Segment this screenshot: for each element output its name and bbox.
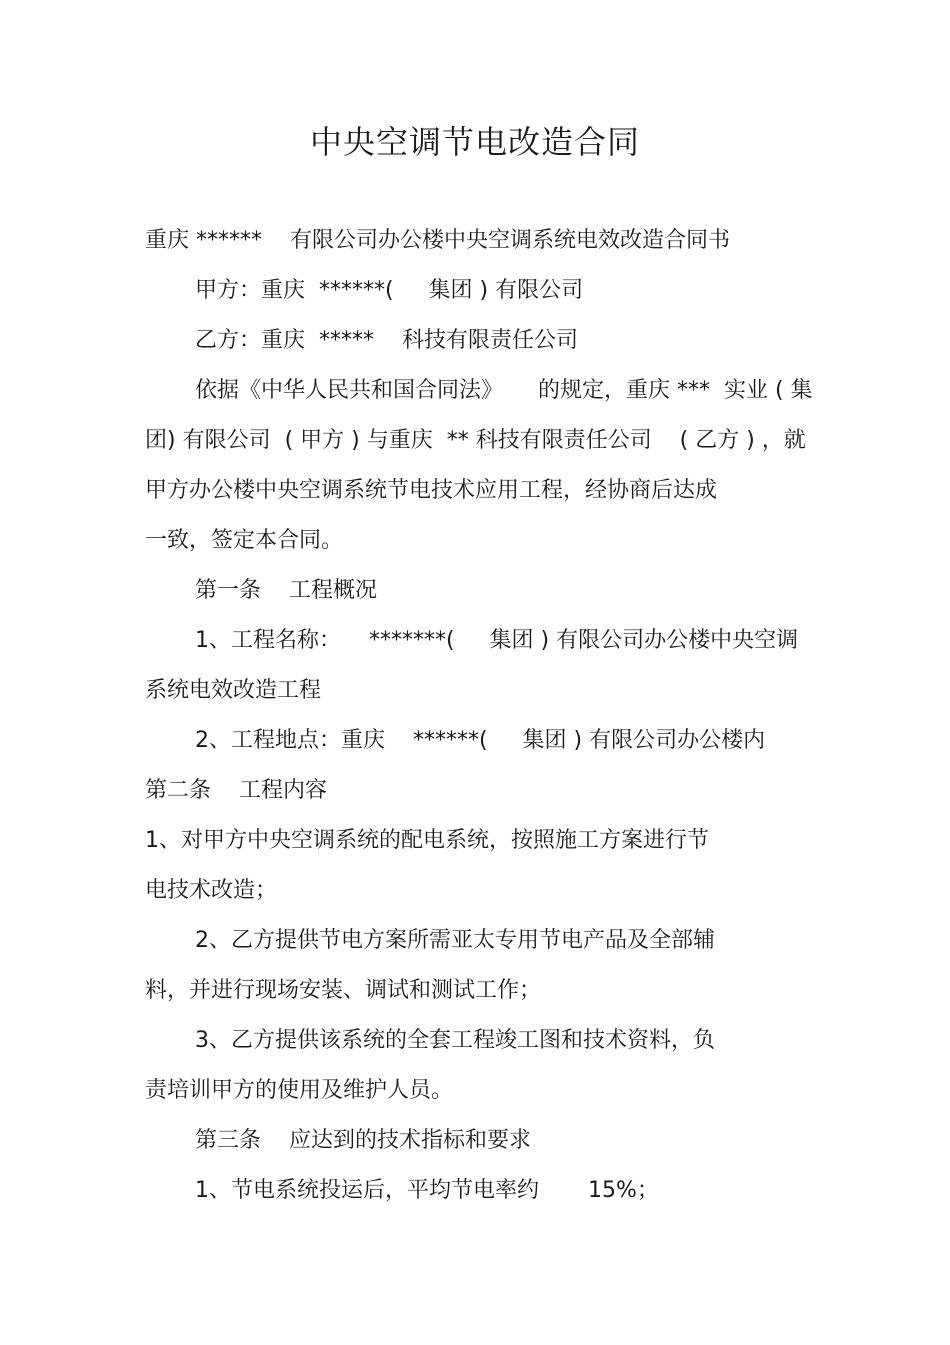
article-2-item-1-line-2: 电技术改造； — [145, 878, 278, 903]
article-1-item-1-line-2: 系统电效改造工程 — [145, 678, 322, 703]
article-3-item-1: 1、节电系统投运后，平均节电率约 15%； — [195, 1178, 659, 1203]
article-2-item-3-line-1: 3、乙方提供该系统的全套工程竣工图和技术资料，负 — [195, 1028, 715, 1053]
preamble-line-4: 一致，签定本合同。 — [145, 528, 344, 553]
preamble-line-1: 依据《中华人民共和国合同法》 的规定，重庆 *** 实业 ( 集 — [195, 378, 813, 403]
article-1-item-2: 2、工程地点：重庆 ******( 集团 ) 有限公司办公楼内 — [195, 728, 766, 753]
preamble-line-2: 团) 有限公司 ( 甲方 ) 与重庆 ** 科技有限责任公司 ( 乙方 ) ，就 — [145, 428, 806, 453]
article-1-item-1-line-1: 1、工程名称： *******( 集团 ) 有限公司办公楼中央空调 — [195, 628, 799, 653]
article-2-item-1-line-1: 1、对甲方中央空调系统的配电系统，按照施工方案进行节 — [145, 828, 709, 853]
contract-heading-line: 重庆 ****** 有限公司办公楼中央空调系统电效改造合同书 — [145, 228, 730, 253]
article-2-heading: 第二条 工程内容 — [145, 778, 327, 803]
article-2-item-2-line-2: 料，并进行现场安装、调试和测试工作； — [145, 978, 542, 1003]
article-3-heading: 第三条 应达到的技术指标和要求 — [195, 1128, 531, 1153]
preamble-line-3: 甲方办公楼中央空调系统节电技术应用工程，经协商后达成 — [145, 478, 718, 503]
article-2-item-3-line-2: 责培训甲方的使用及维护人员。 — [145, 1078, 454, 1103]
party-b-line: 乙方：重庆 ***** 科技有限责任公司 — [195, 328, 578, 353]
party-a-line: 甲方：重庆 ******( 集团 ) 有限公司 — [195, 278, 584, 303]
article-1-heading: 第一条 工程概况 — [195, 578, 377, 603]
article-2-item-2-line-1: 2、乙方提供节电方案所需亚太专用节电产品及全部辅 — [195, 928, 715, 953]
document-title: 中央空调节电改造合同 — [309, 123, 640, 161]
